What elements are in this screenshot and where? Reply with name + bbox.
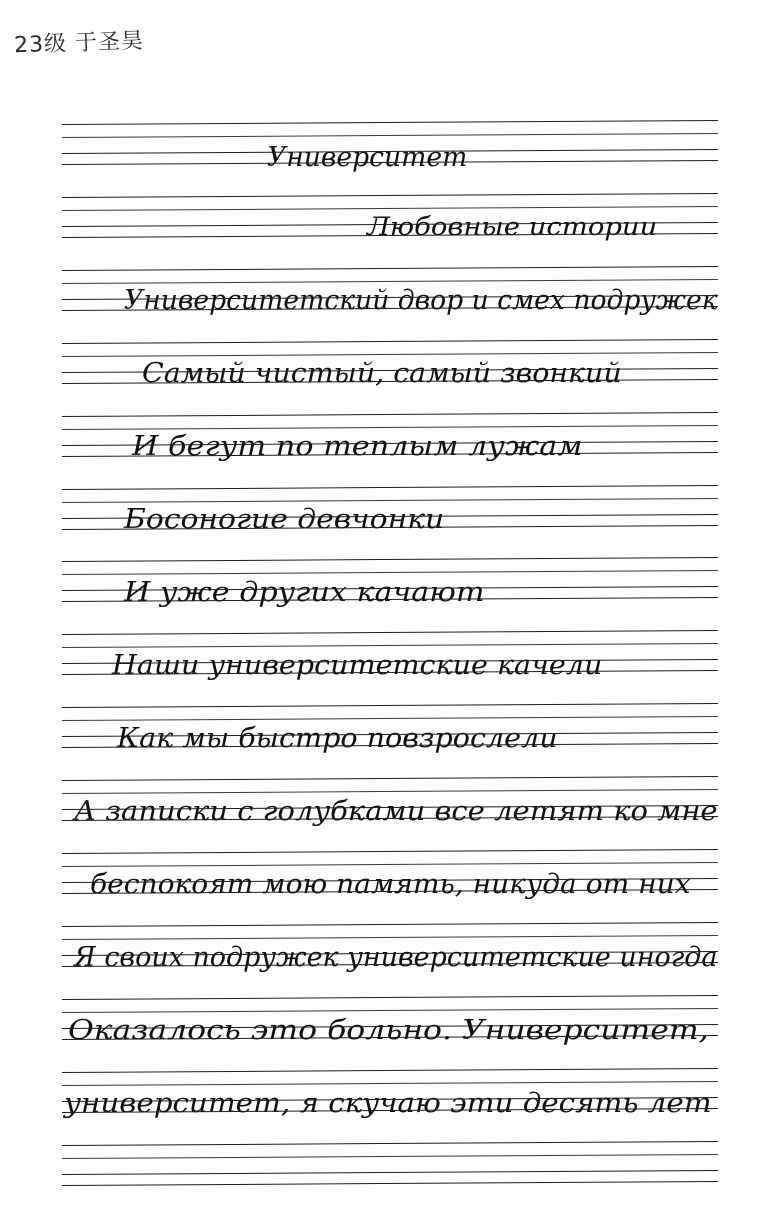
ruled-line — [62, 1170, 718, 1175]
ruled-line — [62, 570, 718, 575]
text-line: Босоногие девчонки — [124, 504, 445, 535]
ruled-line — [62, 789, 718, 794]
text-line: Наши университетские качели — [112, 650, 603, 681]
ruled-line — [62, 630, 718, 635]
ruled-line — [62, 193, 718, 198]
ruled-line — [62, 849, 718, 854]
ruled-line — [62, 1081, 718, 1086]
text-line: Я своих подружек университетские иногда — [74, 942, 718, 973]
text-line: Самый чистый, самый звонкий — [142, 358, 622, 389]
text-line: Университетский двор и смех подружек — [124, 285, 718, 316]
ruled-line — [62, 643, 718, 648]
text-line: И бегут по теплым лужам — [132, 431, 583, 462]
ruled-line — [62, 1141, 718, 1146]
ruled-line — [62, 206, 718, 211]
student-note: 23级 于圣昊 — [13, 28, 145, 59]
ruled-line — [62, 120, 718, 125]
ruled-line — [62, 557, 718, 562]
text-line: И уже других качают — [124, 577, 485, 608]
ruled-line — [62, 339, 718, 344]
ruled-line — [62, 1068, 718, 1073]
ruled-line — [62, 862, 718, 867]
ruled-line — [62, 133, 718, 138]
ruled-line — [62, 716, 718, 721]
ruled-line — [62, 922, 718, 927]
ruled-line — [62, 352, 718, 357]
ruled-line — [62, 1181, 718, 1186]
ruled-line — [62, 485, 718, 490]
text-line: А записки с голубками все летят ко мне — [74, 796, 718, 827]
document-subtitle: Любовные истории — [367, 212, 658, 241]
ruled-sheet — [62, 0, 718, 1211]
ruled-line — [62, 935, 718, 940]
ruled-line — [62, 425, 718, 430]
ruled-line — [62, 776, 718, 781]
ruled-line — [62, 995, 718, 1000]
ruled-line — [62, 1008, 718, 1013]
text-line: Оказалось это больно. Университет, — [68, 1015, 709, 1046]
ruled-line — [62, 703, 718, 708]
text-line: беспокоят мою память, никуда от них — [90, 869, 691, 900]
document-title: Университет — [267, 142, 468, 173]
ruled-line — [62, 266, 718, 271]
text-line: Как мы быстро повзрослели — [117, 723, 558, 754]
ruled-line — [62, 412, 718, 417]
ruled-line — [62, 1154, 718, 1159]
ruled-line — [62, 279, 718, 284]
ruled-line — [62, 498, 718, 503]
text-line: университет, я скучаю эти десять лет — [64, 1088, 712, 1119]
